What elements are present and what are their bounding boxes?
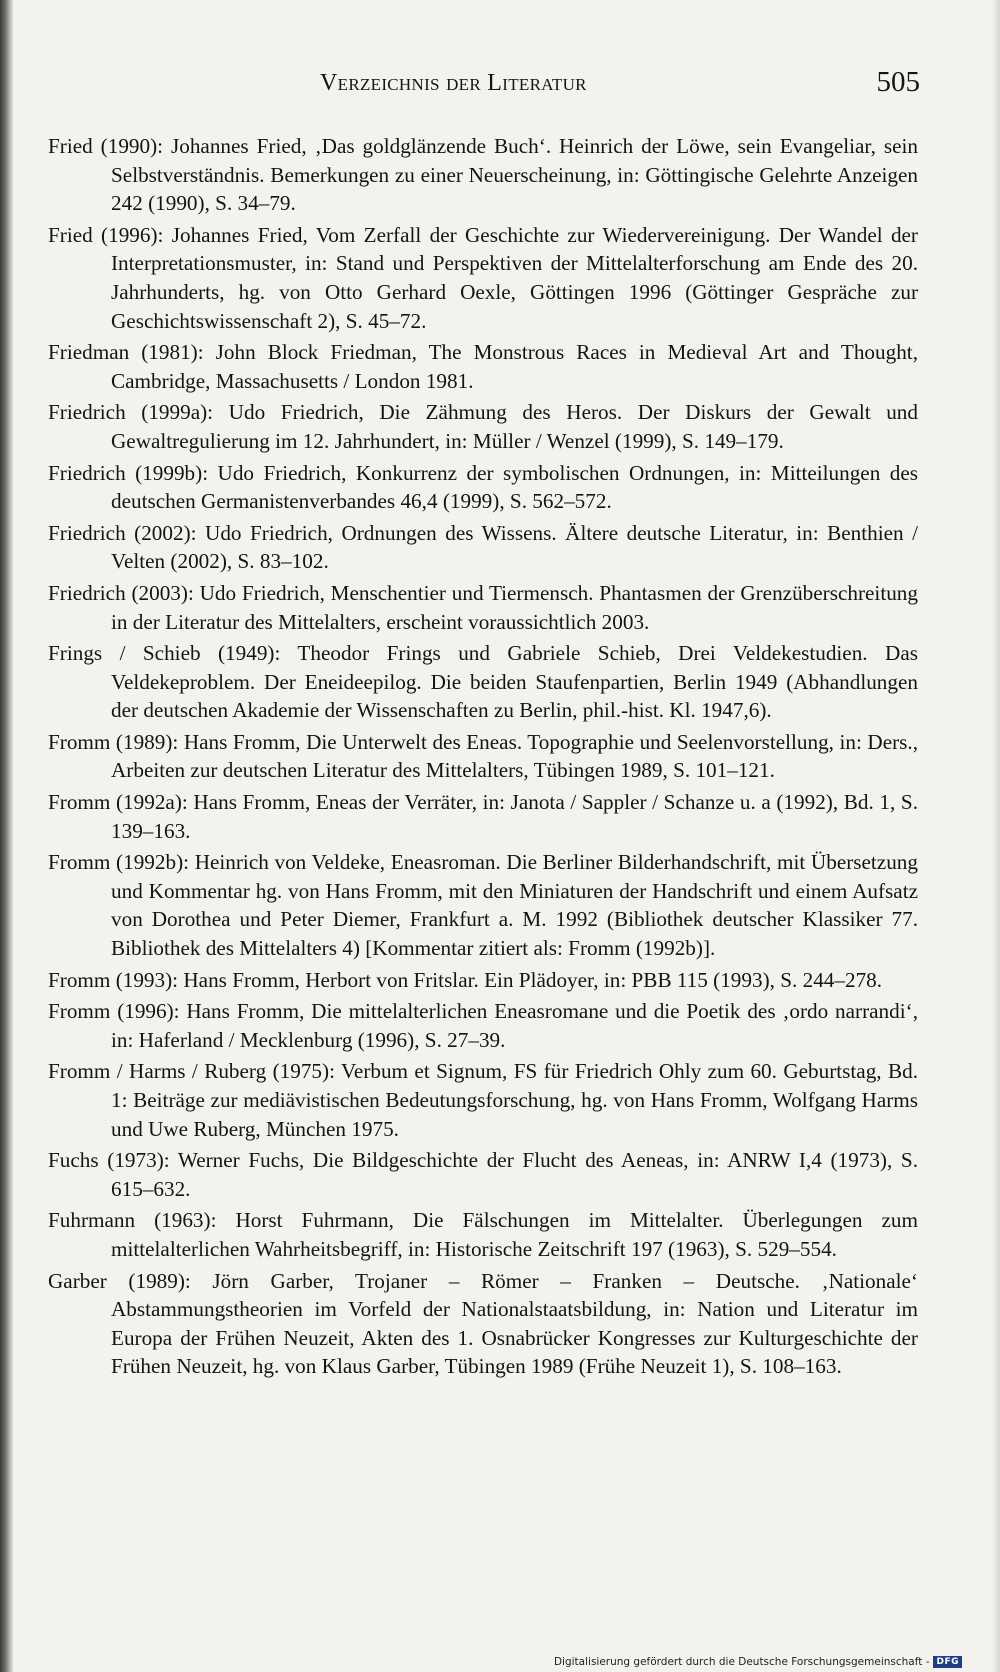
page-edge <box>992 0 1000 1672</box>
running-head: Verzeichnis der Literatur <box>320 70 587 96</box>
bibliography-entry: Fromm (1992a): Hans Fromm, Eneas der Verräter, in: Janota / Sappler / Schanze u. a (1992), Bd. 1, S. 139–163. <box>48 790 918 843</box>
bibliography-entry: Fuhrmann (1963): Horst Fuhrmann, Die Fälschungen im Mittelalter. Überlegungen zum mittelalterlichen Wahrheitsbegriff, in: Historische Zeitschrift 197 (1963), S. 529–554. <box>48 1208 918 1261</box>
bibliography-entry: Fuchs (1973): Werner Fuchs, Die Bildgeschichte der Flucht des Aeneas, in: ANRW I,4 (1973), S. 615–632. <box>48 1148 918 1201</box>
bibliography-entry: Friedrich (1999b): Udo Friedrich, Konkurrenz der symbolischen Ordnungen, in: Mitteilungen des deutschen Germanistenverbandes 46,4 (1999), S. 562–572. <box>48 460 918 514</box>
bibliography-entry: Friedrich (2002): Udo Friedrich, Ordnungen des Wissens. Ältere deutsche Literatur, in: Benthien / Velten (2002), S. 83–102. <box>48 520 918 574</box>
bibliography-entry: Fromm (1993): Hans Fromm, Herbort von Fritslar. Ein Plädoyer, in: PBB 115 (1993), S. 244–278. <box>48 967 883 992</box>
bibliography-entry: Fried (1996): Johannes Fried, Vom Zerfall der Geschichte zur Wiedervereinigung. Der Wandel der Interpretationsmuster, in: Stand und Perspektiven der Mittelalterforschung am Ende des 20. Jahrhunderts, hg. von Otto Gerhard Oexle, Göttingen 1996 (Göttinger Gespräche zur Geschichtswissenschaft 2), S. 45–72. <box>48 222 918 333</box>
bibliography-entry: Friedrich (2003): Udo Friedrich, Menschentier und Tiermensch. Phantasmen der Grenzüberschreitung in der Literatur des Mittelalters, erscheint voraussichtlich 2003. <box>48 580 918 634</box>
bibliography-entry: Fried (1990): Johannes Fried, ‚Das goldglänzende Buch‘. Heinrich der Löwe, sein Evangeliar, sein Selbstverständnis. Bemerkungen zu einer Neuerscheinung, in: Göttingische Gelehrte Anzeigen 242 (1990), S. 34–79. <box>48 134 918 216</box>
bibliography-entry: Friedrich (1999a): Udo Friedrich, Die Zähmung des Heros. Der Diskurs der Gewalt und Gewaltregulierung im 12. Jahrhundert, in: Müller / Wenzel (1999), S. 149–179. <box>48 400 918 453</box>
bibliography-entry: Garber (1989): Jörn Garber, Trojaner – Römer – Franken – Deutsche. ‚Nationale‘ Abstammungstheorien im Vorfeld der Nationalstaatsbildung, in: Nation und Literatur im Europa der Frühen Neuzeit, Akten des 1. Osnabrücker Kongresses zur Kulturgeschichte der Frühen Neuzeit, hg. von Klaus Garber, Tübingen 1989 (Frühe Neuzeit 1), S. 108–163. <box>48 1268 918 1379</box>
bibliography-entry: Fromm (1989): Hans Fromm, Die Unterwelt des Eneas. Topographie und Seelenvorstellung, in: Ders., Arbeiten zur deutschen Literatur des Mittelalters, Tübingen 1989, S. 101–121. <box>48 729 918 783</box>
book-spine-shadow <box>0 0 14 1672</box>
bibliography-entry: Fromm (1996): Hans Fromm, Die mittelalterlichen Eneasromane und die Poetik des ‚ordo narrandi‘, in: Haferland / Mecklenburg (1996), S. 27–39. <box>48 999 918 1052</box>
bibliography-entry: Fromm / Harms / Ruberg (1975): Verbum et Signum, FS für Friedrich Ohly zum 60. Geburtstag, Bd. 1: Beiträge zur mediävistischen Bedeutungsforschung, hg. von Hans Fromm, Wolfgang Harms und Uwe Ruberg, München 1975. <box>48 1059 918 1141</box>
digitization-footer <box>554 1656 962 1668</box>
bibliography-entry: Friedman (1981): John Block Friedman, The Monstrous Races in Medieval Art and Thought, Cambridge, Massachusetts / London 1981. <box>48 340 918 393</box>
dfg-logo: DFG <box>933 1656 962 1668</box>
page-header <box>40 66 920 106</box>
page-number: 505 <box>876 66 920 98</box>
footer-text: Digitalisierung gefördert durch die Deutsche Forschungsgemeinschaft - <box>553 1656 930 1668</box>
bibliography-entry: Frings / Schieb (1949): Theodor Frings und Gabriele Schieb, Drei Veldekestudien. Das Veldekeproblem. Der Eneideepilog. Die beiden Staufenpartien, Berlin 1949 (Abhandlungen der deutschen Akademie der Wissenschaften zu Berlin, phil.-hist. Kl. 1947,6). <box>48 641 918 723</box>
bibliography-list <box>48 132 918 1384</box>
bibliography-entry: Fromm (1992b): Heinrich von Veldeke, Eneasroman. Die Berliner Bilderhandschrift, mit Übersetzung und Kommentar hg. von Hans Fromm, mit den Miniaturen der Handschrift und einem Aufsatz von Dorothea und Peter Diemer, Frankfurt a. M. 1992 (Bibliothek deutscher Klassiker 77. Bibliothek des Mittelalters 4) [Kommentar zitiert als: Fromm (1992b)]. <box>48 850 918 961</box>
